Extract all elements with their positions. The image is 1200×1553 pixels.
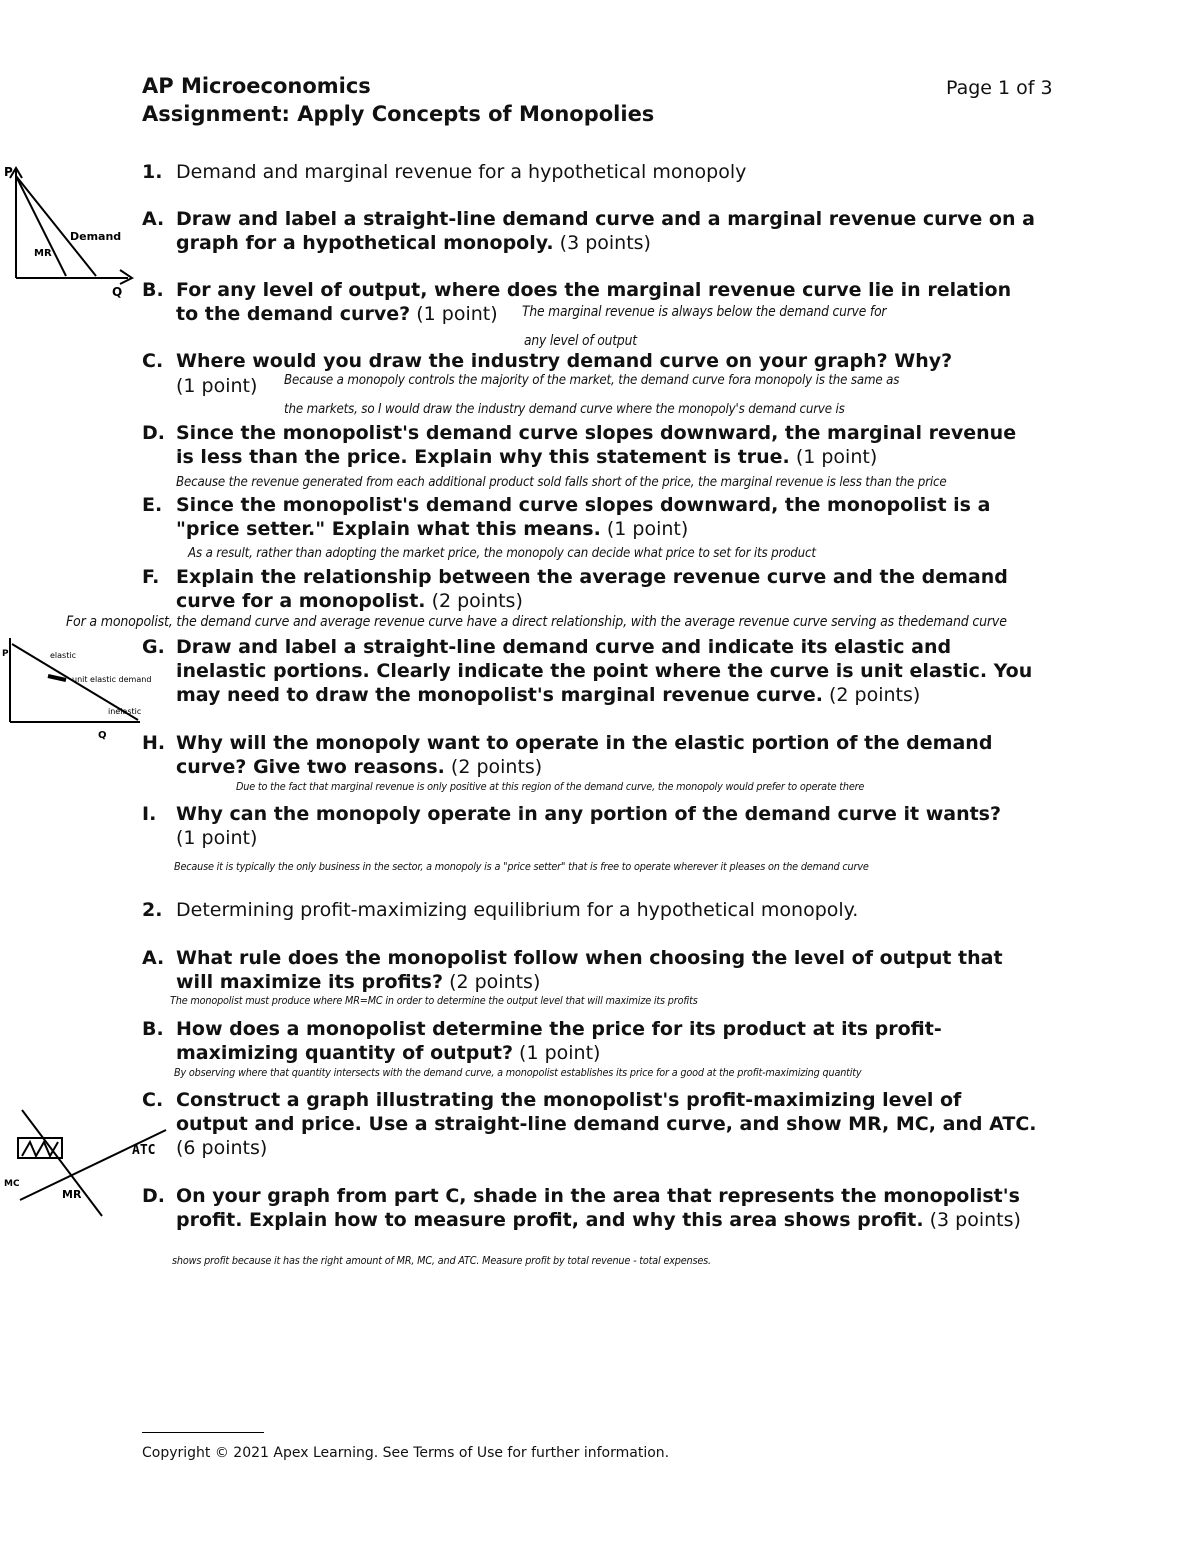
graph3-mr-label: MR: [62, 1188, 82, 1201]
sketch-elasticity-graph: [0, 630, 160, 740]
course-title: AP Microeconomics: [142, 74, 371, 98]
q1d-letter: D.: [142, 422, 165, 444]
q1b-points: (1 point): [416, 303, 498, 325]
q1h-line1: Why will the monopoly want to operate in the elastic portion of the demand: [176, 732, 993, 754]
q2a-points: (2 points): [449, 971, 541, 993]
q1c-answer-line2: the markets, so I would draw the industry demand curve where the monopoly's demand curve is: [284, 401, 845, 417]
q1f-line1: Explain the relationship between the average revenue curve and the demand: [176, 566, 1008, 588]
section-2-number: 2.: [142, 899, 163, 921]
q2a-line1: What rule does the monopolist follow when choosing the level of output that: [176, 947, 1003, 969]
q1b-answer-line2: any level of output: [524, 333, 637, 349]
q2c-line2: output and price. Use a straight-line demand curve, and show MR, MC, and ATC.: [176, 1113, 1037, 1135]
q1h-letter: H.: [142, 732, 166, 754]
q1c-answer-line1: Because a monopoly controls the majority of the market, the demand curve fora monopoly is the same as: [284, 372, 900, 388]
sketch-profit-graph: [0, 1100, 180, 1220]
q1e-line1: Since the monopolist's demand curve slopes downward, the monopolist is a: [176, 494, 991, 516]
graph2-elastic-label: elastic: [50, 651, 76, 660]
graph3-atc-label: ATC: [132, 1143, 156, 1158]
q1h-line2-text: curve? Give two reasons.: [176, 756, 445, 778]
page-number: Page 1 of 3: [946, 77, 1053, 99]
q2d-letter: D.: [142, 1185, 165, 1207]
q2a-line2-text: will maximize its profits?: [176, 971, 444, 993]
q1a-letter: A.: [142, 208, 165, 230]
q1f-letter: F.: [142, 566, 160, 588]
sketch-demand-mr-graph: [0, 160, 140, 300]
q1f-line2: [176, 589, 523, 613]
q1a-line2-text: graph for a hypothetical monopoly.: [176, 232, 554, 254]
copyright-footer: Copyright © 2021 Apex Learning. See Terms of Use for further information.: [142, 1445, 670, 1461]
q1b-letter: B.: [142, 279, 164, 301]
q2d-points: (3 points): [929, 1209, 1021, 1231]
q1i-line1: Why can the monopoly operate in any portion of the demand curve it wants?: [176, 803, 1002, 825]
q1f-line2-text: curve for a monopolist.: [176, 590, 426, 612]
q1b-answer-line1: The marginal revenue is always below the demand curve for: [522, 304, 887, 320]
q2b-line1: How does a monopolist determine the price for its product at its profit-: [176, 1018, 942, 1040]
assignment-title: Assignment: Apply Concepts of Monopolies: [142, 102, 655, 126]
q1e-line2-text: "price setter." Explain what this means.: [176, 518, 601, 540]
q1e-letter: E.: [142, 494, 163, 516]
q1i-letter: I.: [142, 803, 157, 825]
q2b-points: (1 point): [519, 1042, 601, 1064]
graph3-mc-label: MC: [4, 1179, 20, 1189]
q1g-line3-text: may need to draw the monopolist's marginal revenue curve.: [176, 684, 823, 706]
q2d-answer: shows profit because it has the right amount of MR, MC, and ATC. Measure profit by total revenue - total expenses.: [172, 1254, 711, 1267]
q1i-answer: Because it is typically the only business in the sector, a monopoly is a "price setter" that is free to operate wherever it pleases on the demand curve: [174, 860, 869, 873]
q2b-letter: B.: [142, 1018, 164, 1040]
q2a-letter: A.: [142, 947, 165, 969]
graph1-p-label: P: [4, 165, 13, 179]
q1d-line2-text: is less than the price. Explain why this statement is true.: [176, 446, 790, 468]
q1c-line1: Where would you draw the industry demand curve on your graph? Why?: [176, 350, 953, 372]
q1g-line3: [176, 683, 920, 707]
graph1-q-label: Q: [112, 285, 123, 299]
graph1-mr-label: MR: [34, 248, 52, 259]
q1a-points: (3 points): [559, 232, 651, 254]
q2d-line2: [176, 1208, 1021, 1232]
graph2-inelastic-label: inelastic: [108, 707, 142, 716]
footer-rule: [142, 1432, 264, 1433]
q1h-line2: [176, 755, 542, 779]
q2c-points: (6 points): [176, 1137, 268, 1159]
q2a-line2: [176, 970, 540, 994]
q1e-line2: [176, 517, 688, 541]
q1f-points: (2 points): [431, 590, 523, 612]
q1e-points: (1 point): [606, 518, 689, 540]
q1g-points: (2 points): [828, 684, 921, 706]
q1c-points: (1 point): [176, 375, 258, 397]
q2b-answer: By observing where that quantity intersects with the demand curve, a monopolist establishes its price for a good at the profit-maximizing quantity: [174, 1066, 862, 1079]
q2b-line2-text: maximizing quantity of output?: [176, 1042, 513, 1064]
graph2-q-label: Q: [98, 730, 107, 741]
graph1-demand-label: Demand: [70, 230, 122, 243]
graph2-p-label: P: [2, 649, 9, 659]
graph2-unit-label: unit elastic demand: [72, 675, 152, 684]
q2a-answer: The monopolist must produce where MR=MC in order to determine the output level that will maximize its profits: [170, 994, 698, 1007]
q1d-line2: [176, 445, 877, 469]
q1f-answer: For a monopolist, the demand curve and average revenue curve have a direct relationship, with the average revenue curve serving as thedemand curve: [66, 614, 1007, 630]
q2d-line2-text: profit. Explain how to measure profit, and why this area shows profit.: [176, 1209, 924, 1231]
q1b-line2: [176, 302, 498, 326]
section-2-title: Determining profit-maximizing equilibrium for a hypothetical monopoly.: [176, 899, 859, 921]
q1e-answer: As a result, rather than adopting the market price, the monopoly can decide what price to set for its product: [188, 545, 816, 561]
q2b-line2: [176, 1041, 600, 1065]
q1b-line1: For any level of output, where does the marginal revenue curve lie in relation: [176, 279, 1012, 301]
q1a-line2: [176, 231, 651, 255]
q1d-points: (1 point): [795, 446, 878, 468]
q1a-line1: Draw and label a straight-line demand curve and a marginal revenue curve on a: [176, 208, 1035, 230]
q1g-line2: inelastic portions. Clearly indicate the point where the curve is unit elastic. You: [176, 660, 1033, 682]
q2d-line1: On your graph from part C, shade in the area that represents the monopolist's: [176, 1185, 1020, 1207]
q1h-points: (2 points): [450, 756, 543, 778]
q1b-line2-text: to the demand curve?: [176, 303, 411, 325]
q2c-letter: C.: [142, 1089, 164, 1111]
section-1-title: Demand and marginal revenue for a hypothetical monopoly: [176, 161, 747, 183]
section-1-number: 1.: [142, 161, 163, 183]
q1i-points: (1 point): [176, 827, 258, 849]
q1h-answer: Due to the fact that marginal revenue is only positive at this region of the demand curve, the monopoly would prefer to operate there: [236, 780, 865, 793]
q1g-letter: G.: [142, 636, 165, 658]
q1g-line1: Draw and label a straight-line demand curve and indicate its elastic and: [176, 636, 952, 658]
q2c-line1: Construct a graph illustrating the monopolist's profit-maximizing level of: [176, 1089, 962, 1111]
q1c-letter: C.: [142, 350, 164, 372]
q1d-answer: Because the revenue generated from each additional product sold falls short of the price, the marginal revenue is less than the price: [176, 474, 947, 490]
q1d-line1: Since the monopolist's demand curve slopes downward, the marginal revenue: [176, 422, 1017, 444]
